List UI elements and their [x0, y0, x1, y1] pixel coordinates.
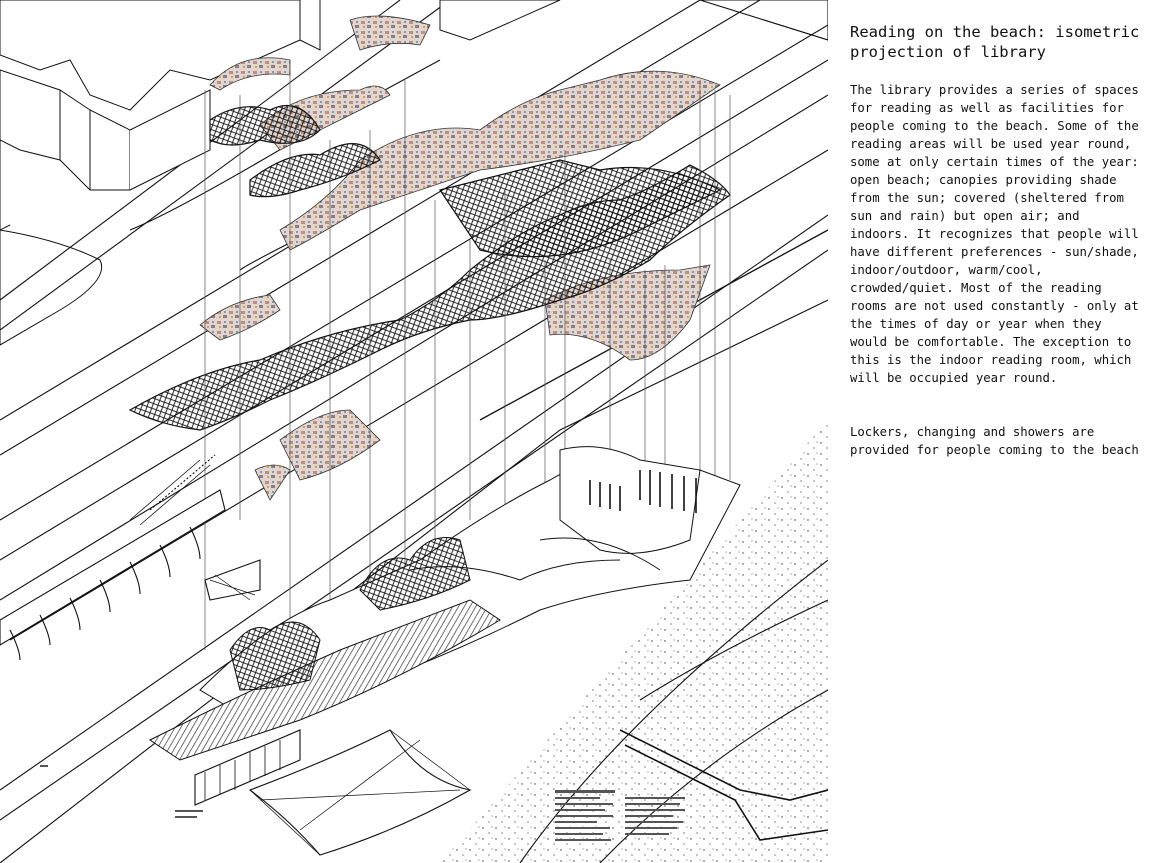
description-paragraph: The library provides a series of spaces for reading as well as facilities for people coming to the beach. Some of the reading areas will be used year round, some at only certain times of the year: open beach; canopies providing shade from the sun; covered (sheltered from sun and rain) but open air; and indoors. It recognizes that people will have different preferences - sun/shade, indoor/outdoor, warm/cool, crowded/quiet. Most of the reading rooms are not used constantly - only at the times of day or year when they would be comfortable. The exception to this is the indoor reading room, which will be occupied year round. — [850, 83, 1139, 385]
description-panel — [828, 0, 1150, 863]
gridshell-upper — [210, 106, 320, 146]
drawing-title: Reading on the beach: isometric projection of library — [850, 23, 1140, 61]
promenade-arcade — [0, 455, 225, 660]
facilities-paragraph: Lockers, changing and showers are provided for people coming to the beach — [850, 425, 1139, 457]
